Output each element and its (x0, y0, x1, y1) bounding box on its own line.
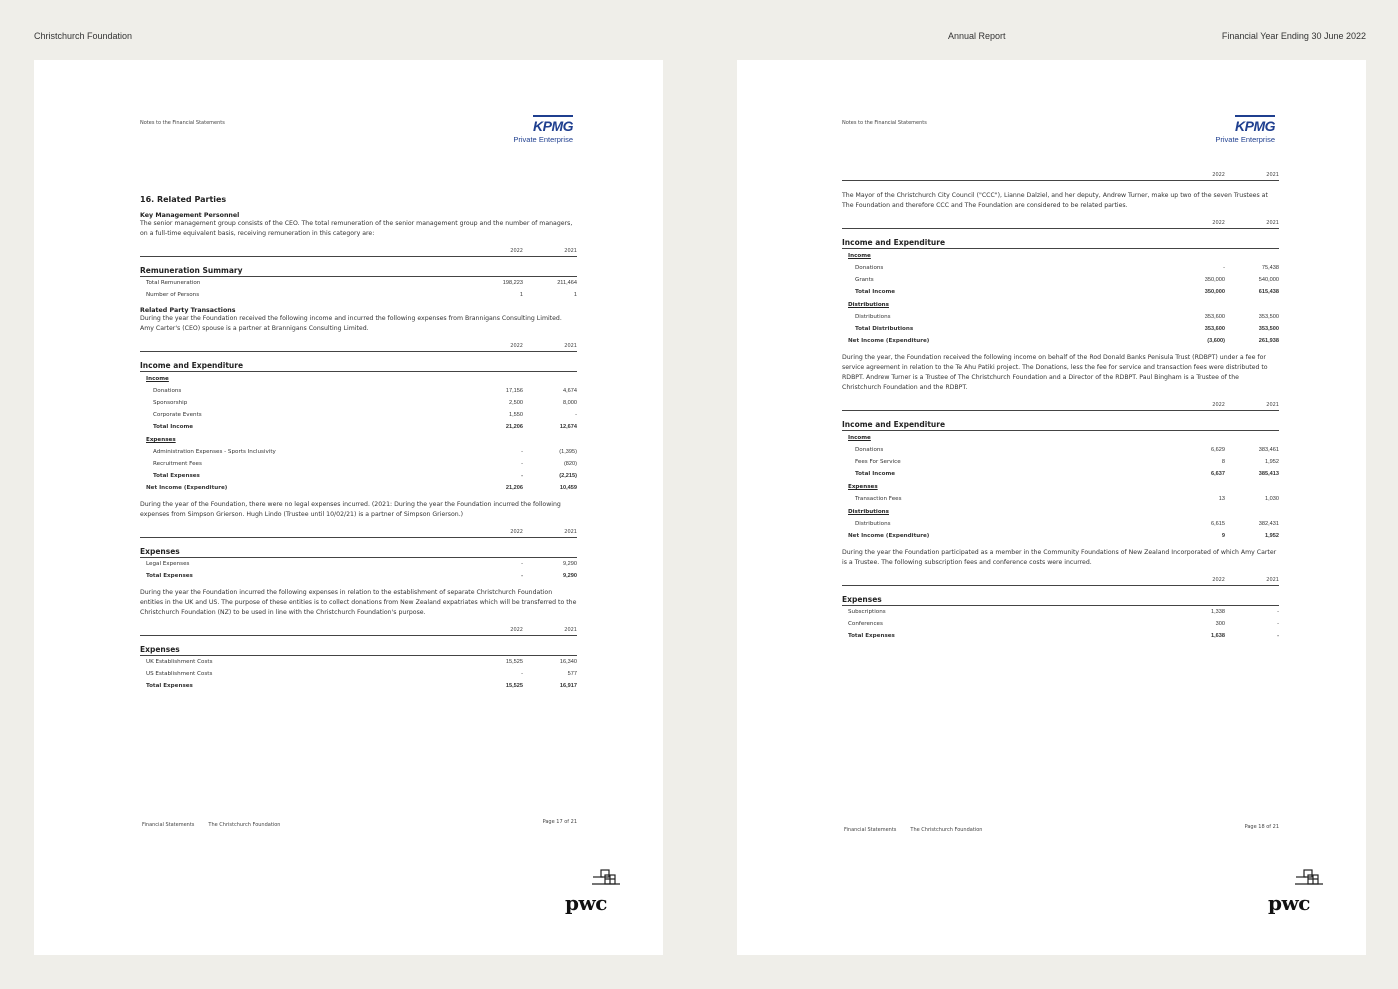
net-income-row: Net Income (Expenditure) 9 1,952 (848, 533, 1279, 539)
table-total-row: Total Expenses 15,525 16,917 (146, 683, 577, 689)
net-income-row: Net Income (Expenditure) (3,600) 261,938 (848, 338, 1279, 344)
document-page-17 (34, 60, 663, 955)
table-row: Sponsorship 2,500 8,000 (153, 400, 577, 406)
table-row: UK Establishment Costs 15,525 16,340 (146, 659, 577, 665)
cfnz-table: 2022 2021 Expenses Subscriptions 1,338 - Conferences 300 - Total Expenses 1,638 - (842, 577, 1279, 642)
header-report-title: Annual Report (948, 31, 1006, 41)
table-row: Distributions 353,600 353,500 (855, 314, 1279, 320)
establishment-table: 2022 2021 Expenses UK Establishment Costs 15,525 16,340 US Establishment Costs - 577 Total Expenses 15,525 16,917 (140, 627, 577, 692)
table-total-row: Total Distributions 353,600 353,500 (855, 326, 1279, 332)
table-row: Donations 17,156 4,674 (153, 388, 577, 394)
section-title: 16. Related Parties (140, 195, 227, 204)
table-row: Recruitment Fees - (820) (153, 461, 577, 467)
page-number: Page 17 of 21 (542, 819, 577, 825)
kmp-paragraph: The senior management group consists of the CEO. The total remuneration of the senior management group and the number of managers, on a full-time equivalent basis, receiving remuneration in this category are: (140, 220, 573, 237)
net-income-row: Net Income (Expenditure) 21,206 10,459 (146, 485, 577, 491)
ccc-table: 2022 2021 Income and Expenditure Income Donations - 75,438 Grants 350,000 540,000 Total Income 350,000 615,438 Distributions Distributions 353,600 353,500 Total Distributions 353,600 353,500 Net Income (Expenditure) (3,600) 261,938 (842, 220, 1279, 347)
table-row: Administration Expenses - Sports Inclusivity - (1,395) (153, 449, 577, 455)
table-row: Donations - 75,438 (855, 265, 1279, 271)
rdbpt-table: 2022 2021 Income and Expenditure Income Donations 6,629 383,461 Fees For Service 8 1,952 Total Income 6,637 385,413 Expenses Transaction Fees 13 1,030 Distributions Distributions 6,615 382,431 Net Income (Expenditure) 9 1,952 (842, 402, 1279, 542)
brannigans-table: 2022 2021 Income and Expenditure Income Donations 17,156 4,674 Sponsorship 2,500 8,000 Corporate Events 1,550 - Total Income 21,206 12,674 Expenses Administration Expenses - Sports Inclusivity - (1,395) Recruitment Fees - (820) Total Expenses - (2,215) Net Income (Expenditure) 21,206 10,459 (140, 343, 577, 494)
table-total-row: Total Income 6,637 385,413 (855, 471, 1279, 477)
header-financial-year: Financial Year Ending 30 June 2022 (1221, 31, 1366, 41)
page-number: Page 18 of 21 (1244, 824, 1279, 830)
legal-paragraph: During the year of the Foundation, there were no legal expenses incurred. (2021: During the year the Foundation incurred the following expenses from Simpson Grierson. Hugh Lindo (Trustee until 10/02/21) is a partner of Simpson Grierson.) (140, 501, 561, 518)
table-row: Distributions 6,615 382,431 (855, 521, 1279, 527)
table-row: Corporate Events 1,550 - (153, 412, 577, 418)
table-row: Conferences 300 - (848, 621, 1279, 627)
table-row: Legal Expenses - 9,290 (146, 561, 577, 567)
establishment-paragraph: During the year the Foundation incurred the following expenses in relation to the establishment of separate Christchurch Foundation entities in the UK and US. The purpose of these entities is to collect donations from New Zealand expatriates which will be transferred to the Christchurch Foundation (NZ) to be used in line with the Christchurch Foundation's purpose. (140, 589, 577, 616)
table-total-row: Total Income 350,000 615,438 (855, 289, 1279, 295)
page-footer: Financial Statements The Christchurch Foundation Page 17 of 21 (142, 819, 577, 828)
kpmg-logo: KPMG Private Enterprise (513, 115, 573, 144)
legal-expenses-table: 2022 2021 Expenses Legal Expenses - 9,290 Total Expenses - 9,290 (140, 529, 577, 582)
document-page-18: Notes to the Financial Statements KPMG Private Enterprise 2022 2021 The Mayor of the Christchurch City Council ("CCC"), Lianne Dalziel, and her deputy, Andrew Turner, make up two of the seven Trustees at The Foundation and therefore CCC and The Foundation are considered to be related parties. 2022 2021 Income and Expenditure Income Donations - 75,438 Grants 350,000 540,000 Total Income 350,000 615,438 Distributions Distributions 353,600 353,500 Total Distributions 353,600 353,500 Net Income (Expenditure) (3,600) 261,938 During the year, the Foundation received the following income on behalf of the Rod Donald Banks Penisula Trust (RDBPT) under a fee for service agreement in relation to the Te Ahu Patiki project. The Donations, less the fee for service and transaction fees were distributed to RDBPT. Andrew Turner is a Trustee of The Christchurch Foundation and a Director of the RDBPT. Paul Bingham is a Trustee of the Christchurch Foundation and the RDBPT. 2022 2021 Income and Expenditure Income Donations 6,629 383,461 Fees For Service 8 1,952 Total Income 6,637 385,413 Expenses Transaction Fees 13 1,030 Distributions Distributions 6,615 382,431 Net Income (Expenditure) 9 1,952 During the year the Foundation participated as a member in the Community Foundations of New Zealand Incorporated of which Amy Carter is a Trustee. The following subscription fees and conference costs were incurred. 2022 2021 Expenses Subscriptions 1,338 - Conferences 300 - Total Expenses 1,638 - Financial Statements The Christchurch Foundation Page 18 of 21 pwc (737, 60, 1366, 955)
kmp-heading: Key Management Personnel (140, 212, 240, 219)
table-row: Subscriptions 1,338 - (848, 609, 1279, 615)
table-total-row: Total Income 21,206 12,674 (153, 424, 577, 430)
table-row: Total Remuneration 198,223 211,464 (146, 280, 577, 286)
pwc-logo: pwc (565, 867, 621, 915)
table-total-row: Total Expenses - (2,215) (153, 473, 577, 479)
kpmg-logo: KPMG Private Enterprise (1215, 115, 1275, 144)
table-row: US Establishment Costs - 577 (146, 671, 577, 677)
cfnz-paragraph: During the year the Foundation participated as a member in the Community Foundations of New Zealand Incorporated of which Amy Carter is a Trustee. The following subscription fees and conference costs were incurred. (842, 549, 1277, 566)
rpt-heading: Related Party Transactions (140, 307, 236, 314)
table-row: Donations 6,629 383,461 (855, 447, 1279, 453)
notes-label: Notes to the Financial Statements (842, 120, 927, 126)
table-row: Grants 350,000 540,000 (855, 277, 1279, 283)
header-org-name: Christchurch Foundation (34, 31, 133, 41)
table-row: Transaction Fees 13 1,030 (855, 496, 1279, 502)
remuneration-table: 2022 2021 Remuneration Summary Total Remuneration 198,223 211,464 Number of Persons 1 1 (140, 248, 577, 301)
table-row: Fees For Service 8 1,952 (855, 459, 1279, 465)
page-footer: Financial Statements The Christchurch Foundation Page 18 of 21 (844, 824, 1279, 833)
table-row: Number of Persons 1 1 (146, 292, 577, 298)
rpt-paragraph: During the year the Foundation received the following income and incurred the following expenses from Brannigans Consulting Limited. Amy Carter's (CEO) spouse is a partner at Brannigans Consulting Limited. (140, 315, 562, 332)
table-total-row: Total Expenses 1,638 - (848, 633, 1279, 639)
table-total-row: Total Expenses - 9,290 (146, 573, 577, 579)
pwc-logo: pwc (1268, 867, 1324, 915)
ccc-paragraph: The Mayor of the Christchurch City Council ("CCC"), Lianne Dalziel, and her deputy, Andrew Turner, make up two of the seven Trustees at The Foundation and therefore CCC and The Foundation are considered to be related parties. (842, 192, 1268, 209)
notes-label: Notes to the Financial Statements (140, 120, 225, 126)
rdbpt-paragraph: During the year, the Foundation received the following income on behalf of the Rod Donald Banks Penisula Trust (RDBPT) under a fee for service agreement in relation to the Te Ahu Patiki project. The Donations, less the fee for service and transaction fees were distributed to RDBPT. Andrew Turner is a Trustee of The Christchurch Foundation and a Director of the RDBPT. Paul Bingham is a Trustee of the Christchurch Foundation and the RDBPT. (842, 354, 1268, 391)
